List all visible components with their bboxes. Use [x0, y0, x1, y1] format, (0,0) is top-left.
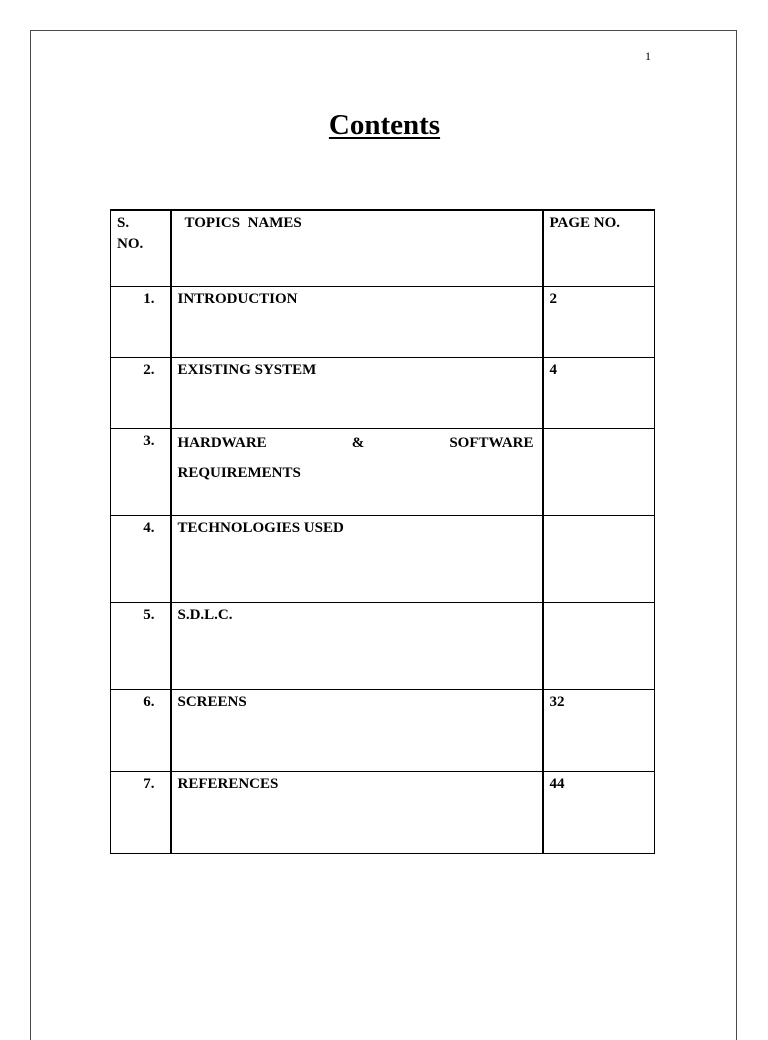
row-topic: S.D.L.C.: [177, 606, 233, 623]
table-row: [111, 428, 655, 515]
row-sno: 7.: [143, 775, 155, 792]
row-sno-cell: [111, 602, 171, 689]
row-sno: 3.: [143, 432, 155, 449]
row-topic: EXISTING SYSTEM: [177, 361, 317, 378]
row-page: [544, 429, 655, 431]
header-page-label: PAGE NO.: [549, 215, 621, 231]
document-page: [30, 30, 737, 1040]
row-topic-word: &: [351, 434, 365, 451]
table-row: [111, 602, 655, 689]
row-topic-cell: [171, 771, 543, 853]
row-sno-cell: [111, 286, 171, 357]
row-page: 2: [549, 290, 557, 307]
row-topic-word: SOFTWARE: [449, 434, 534, 451]
row-topic-cell: [171, 357, 543, 428]
row-topic-line-1: [178, 429, 534, 456]
row-topic-cell: [171, 689, 543, 771]
header-sno-label: S. NO.: [117, 215, 144, 252]
row-topic-line-2: REQUIREMENTS: [177, 464, 301, 481]
row-topic-cell: [171, 286, 543, 357]
page-title: Contents: [328, 109, 441, 141]
row-topic-cell: [171, 515, 543, 602]
row-sno: 1.: [143, 290, 155, 307]
row-topic-cell: [171, 602, 543, 689]
row-topic-word: HARDWARE: [177, 434, 267, 451]
row-sno: 2.: [143, 361, 155, 378]
row-sno: 6.: [143, 693, 155, 710]
row-page-cell: [543, 515, 655, 602]
row-sno-cell: [111, 515, 171, 602]
row-sno: 4.: [143, 519, 155, 536]
header-cell-topic: [171, 210, 543, 286]
row-topic-cell: [171, 428, 543, 515]
row-page: [544, 603, 655, 605]
table-header-row: [111, 210, 655, 286]
row-page-cell: [543, 286, 655, 357]
page-number: 1: [645, 49, 651, 63]
table-row: [111, 689, 655, 771]
row-page: 4: [549, 361, 557, 378]
row-page: [544, 516, 655, 518]
row-page: 44: [549, 775, 565, 792]
row-page-cell: [543, 689, 655, 771]
row-topic: SCREENS: [177, 693, 247, 710]
header-topic-label: TOPICS NAMES: [184, 215, 302, 231]
row-sno: 5.: [143, 606, 155, 623]
row-topic: REFERENCES: [177, 775, 279, 792]
row-page-cell: [543, 357, 655, 428]
header-cell-page: [543, 210, 655, 286]
row-page-cell: [543, 428, 655, 515]
row-page-cell: [543, 771, 655, 853]
row-topic: TECHNOLOGIES USED: [177, 519, 344, 536]
row-sno-cell: [111, 689, 171, 771]
row-page-cell: [543, 602, 655, 689]
row-sno-cell: [111, 357, 171, 428]
table-row: [111, 771, 655, 853]
header-cell-sno: [111, 210, 171, 286]
row-sno-cell: [111, 428, 171, 515]
table-row: [111, 357, 655, 428]
row-topic: [172, 429, 542, 490]
table-row: [111, 515, 655, 602]
contents-table: [110, 209, 655, 854]
row-topic: INTRODUCTION: [177, 290, 298, 307]
table-row: [111, 286, 655, 357]
row-page: 32: [549, 693, 565, 710]
row-sno-cell: [111, 771, 171, 853]
